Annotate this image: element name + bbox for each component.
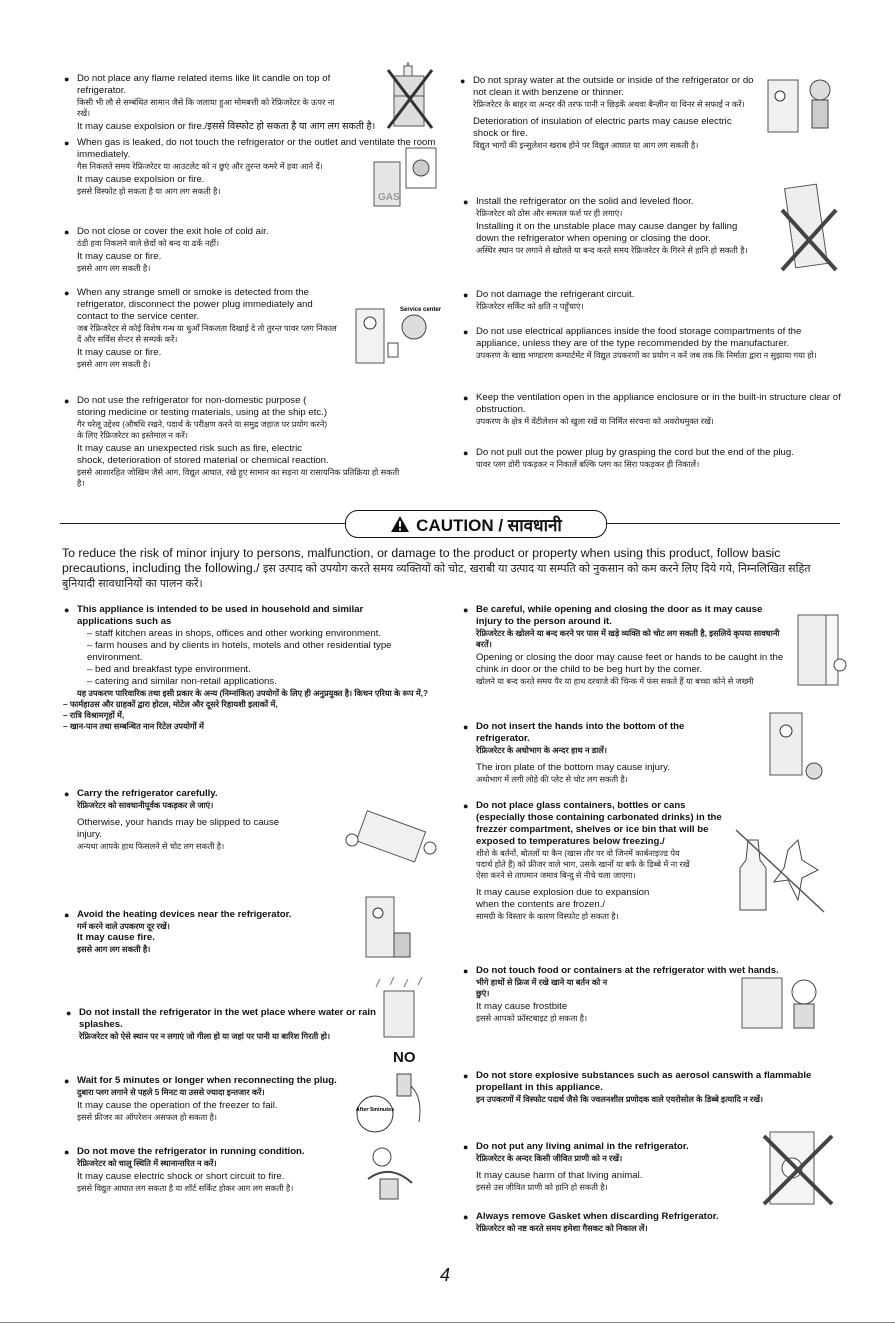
bullet-icon: ● (64, 138, 70, 148)
warning-item-non-domestic: ● Do not use the refrigerator for non-domestic purpose ( storing medicine or testing materials, using at the ship etc.) गैर घरेलू उद्देश्य (औषधि रखने, पदार्थ के परीक्षण करने या समुद्र जहाज पर प्रयोग करने) के लिए रेफ्रिजरेटर का इस्तेमाल न करें। It may cause an unexpected risk such as fire, electric shock, deterioration of stored material or chemical reaction. इससे आशारहित जोखिम जैसे आग, विद्युत आघात, रखे हुए सामान का सड़ना या रासायनिक प्रतिक्रिया हो सकती है। (64, 395, 400, 488)
warning-item-gas-leak: ● When gas is leaked, do not touch the refrigerator or the outlet and ventilate the room immediately. गैस निकलते समय रेफ्रिजरेटर या आउटलेट को न छुएं और तुरन्त कमरे में हवा आने दें। It may cause expolsion or fire. इससे विस्फोट हो सकता है या आग लग सकती है। (64, 137, 436, 196)
caution-item-living-animal: ● Do not put any living animal in the refrigerator. रेफ्रिजरेटर के अन्दर किसी जीवित प्राणी को न रखें। It may cause harm of that living animal. इससे उस जीवित प्राणी को हानि हो सकती है। (463, 1141, 689, 1192)
warning-item-power-plug: ● Do not pull out the power plug by grasping the cord but the end of the plug. पावर प्लग डोरी पकड़कर न निकालें बल्कि प्लग का सिरा पकड़कर ही निकालें। (463, 447, 794, 469)
moving-fridge-illustration (360, 1143, 420, 1203)
animal-fridge-illustration (758, 1128, 838, 1208)
household-use-item: ● This appliance is intended to be used in household and similar applications such as – staff kitchen areas in shops, offices and other working environment. – farm houses and by clients in hotels, motels and other residential type environment. – bed and breakfast type environment. – catering and similar non-retail applications. यह उपकरण पारिवारिक तथा इसी प्रकार के अन्य (निम्नांकित) उपयोगों के लिए ही अनुप्रयुक्त है। किचन एरिया के रूप में,? – फार्महाउस और ग्राहकों द्वारा होटल, मोटेल और दूसरे रिहायशी इलाकों में, – रात्रि विश्रामगृहों में, – खान-पान तथा सम्बन्धित नान रिटेल उपयोगों में (77, 604, 437, 732)
household-hi-line: – फार्महाउस और ग्राहकों द्वारा होटल, मोटेल और दूसरे रिहायशी इलाकों में, (63, 700, 278, 709)
warning-item-spray-water: ● Do not spray water at the outside or inside of the refrigerator or do not clean it with benzene or thinner. रेफ्रिजरेटर के बाहर या अन्दर की तरफ पानी न छिड़कें अथवा बैन्ज़ीन या थिनर से सफाई न करें। Deterioration of insulation of electric parts may cause electric shock or fire. विद्युत भागों की इन्सुलेशन खराब होने पर विद्युत आघात या आग लग सकती है। (460, 75, 754, 150)
bullet-icon: ● (463, 290, 469, 300)
page-number: 4 (440, 1265, 451, 1285)
household-line: – staff kitchen areas in shops, offices and other working environment. (87, 628, 382, 639)
after-5-minutes-label: After 5minutes (355, 1107, 395, 1113)
smoke-service-illustration (352, 303, 442, 369)
bullet-icon: ● (460, 76, 466, 86)
caution-item-door: ● Be careful, while opening and closing the door as it may cause injury to the person around it. रेफ्रिजरेटर के खोलने या बन्द करने पर पास में खड़े व्यक्ति को चोट लग सकती है, इसलिये कृपया सावधानी बरतें। Opening or closing the door may cause feet or hands to be caught in the chink in door or the child to be beg hurt by the comer. खोलने या बन्द करते समय पैर या हाथ दरवाजे की चिन्क में फंस सकते हैं या बच्चा कोने से जख्मी (463, 604, 784, 686)
heater-illustration (352, 893, 414, 963)
wet-hands-illustration (732, 962, 832, 1032)
bottom-plate-illustration (750, 705, 830, 785)
no-label: NO (393, 1049, 416, 1066)
warning-triangle-icon (390, 515, 410, 533)
gas-leak-illustration (370, 142, 440, 212)
bullet-icon: ● (463, 393, 469, 403)
bullet-icon: ● (64, 605, 70, 615)
household-hi-line: – रात्रि विश्रामगृहों में, (63, 711, 125, 720)
door-injury-illustration (790, 605, 850, 695)
broken-bottle-illustration (728, 820, 828, 915)
bullet-icon: ● (463, 605, 469, 615)
warning-item-refrigerant: ● Do not damage the refrigerant circuit. रेफ्रिजरेटर सर्किट को क्षति न पहुँचाएं। (463, 289, 635, 311)
household-hi-line: यह उपकरण पारिवारिक तथा इसी प्रकार के अन्य (निम्नांकित) उपयोगों के लिए ही अनुप्रयुक्त है। किचन एरिया के रूप में,? (77, 689, 429, 698)
caution-item-wait-5-minutes: ● Wait for 5 minutes or longer when reconnecting the plug. दुबारा प्लग लगाने से पहले 5 मिनट या उससे ज्यादा इन्तजार करें। It may cause the operation of the freezer to fail. इससे फ्रीजर का ऑपरेशन असफल हो सकता है। (64, 1075, 337, 1122)
bullet-icon: ● (64, 396, 70, 406)
bullet-icon: ● (463, 327, 469, 337)
bottom-rule (0, 1322, 895, 1323)
household-line: – farm houses and by clients in hotels, motels and other residential type environment. (87, 640, 392, 663)
bullet-icon: ● (463, 1212, 469, 1222)
carry-fridge-illustration (340, 800, 440, 880)
spray-water-illustration (760, 72, 840, 138)
bullet-icon: ● (64, 74, 70, 84)
intro-en: To reduce the risk of minor injury to persons, malfunction, or damage to the product or property when using this product, follow basic precautions, including the following./ (62, 546, 781, 575)
bullet-icon: ● (64, 227, 70, 237)
warning-item-cold-air-hole: ● Do not close or cover the exit hole of cold air. ठंडी हवा निकलने वाले छेदों को बन्द या ढकें नहीं। It may cause or fire. इससे आग लग सकती है। (64, 226, 269, 273)
service-center-label: Service center (400, 307, 442, 313)
falling-fridge-illustration (778, 180, 840, 275)
caution-item-wet-place: ● Do not install the refrigerator in the wet place where water or rain splashes. रेफ्रिजरेटर को ऐसे स्थान पर न लगाएं जो गीला हो या जहां पर पानी या बारिश गिरती हो। (66, 1007, 376, 1041)
rain-fridge-illustration (370, 975, 430, 1041)
warning-item-strange-smell: ● When any strange smell or smoke is detected from the refrigerator, disconnect the power plug immediately and contact to the service center. जब रेफ्रिजरेटर से कोई विशेष गन्ध या धुआँ निकलता दिखाई दे तो तुरन्त पावर प्लग निकाल दें और सर्विस सेन्टर से सम्पर्क करें। It may cause or fire. इससे आग लग सकती है। (64, 287, 337, 369)
candle-fridge-illustration (380, 62, 440, 132)
caution-item-wet-hands: ● Do not touch food or containers at the refrigerator with wet hands. भीगे हाथों से फ्रिज में रखे खाने या बर्तन को न छुएं। It may cause frostbite इससे आपको फ्रॉस्टबाइट हो सकता है। (463, 965, 779, 1023)
bullet-icon: ● (463, 197, 469, 207)
caution-item-gasket: ● Always remove Gasket when discarding Refrigerator. रेफ्रिजरेटर को नष्ट करते समय हमेशा गैसकट को निकाल लें। (463, 1211, 719, 1233)
warning-item-electrical-appliances: ● Do not use electrical appliances inside the food storage compartments of the appliance, unless they are of the type recommended by the manufacturer. उपकरण के खाद्य भण्डारण कम्पार्टमेंट में विद्युत उपकरणों का प्रयोग न करें जब तक कि निर्माता द्वारा न सुझाया गया हो। (463, 326, 817, 360)
bullet-icon: ● (463, 1071, 469, 1081)
caution-banner (60, 510, 840, 538)
caution-item-explosive: ● Do not store explosive substances such as aerosol canswith a flammable propellant in this appliance. इन उपकरणों में विस्फोट पदार्थ जैसे कि ज्वलनशील प्रणोदक वाले एयरोसोल के डिब्बे इत्यादि न रखें। (463, 1070, 812, 1104)
caution-item-glass-containers: ● Do not place glass containers, bottles or cans (especially those containing carbonated drinks) in the frezzer compartment, shelves or ice bin that will be exposed to temperatures below freezing./ शीशे के बर्तनों, बोतलों या कैन (खास तौर पर वो जिनमें कार्बनाइज्ड पेय पदार्थ होते हैं) को फ्रीजर वाले भाग, उसके खानों या बर्फ के डिब्बे में ना रखें ऐसा करने से तापमान जमाव बिन्दु से नीचे चला जाएगा। It may cause explosion due to expansion when the contents are frozen./ सामग्री के विस्तार के कारण विस्फोट हो सकता है। (463, 800, 722, 921)
household-hi-line: – खान-पान तथा सम्बन्धित नान रिटेल उपयोगों में (63, 722, 204, 731)
caution-title: CAUTION / सावधानी (416, 515, 562, 535)
bullet-icon: ● (463, 722, 469, 732)
caution-item-running: ● Do not move the refrigerator in running condition. रेफ्रिजरेटर को चालू स्थिति में स्थानान्तरित न करें। It may cause electric shock or short circuit to fire. इससे विद्युत आघात लग सकता है या शॉर्ट सर्किट होकर आग लग सकती है। (64, 1146, 305, 1193)
bullet-icon: ● (463, 448, 469, 458)
warning-item-ventilation: ● Keep the ventilation open in the appliance enclosure or in the built-in structure clear of obstruction. उपकरण के क्षेत्र में वेंटीलेशन को खुला रखें या निर्मित संरचना को अवरोधमुक्त रखें। (463, 392, 841, 426)
caution-intro (62, 546, 837, 591)
plug-timer-illustration (353, 1068, 433, 1138)
bullet-icon: ● (64, 910, 70, 920)
warning-item-level-floor: ● Install the refrigerator on the solid and leveled floor. रेफ्रिजरेटर को ठोस और समतल फर्श पर ही लगाएं। Installing it on the unstable place may cause danger by falling down the refrigerator when opening or closing the door. अस्थिर स्थान पर लगाने से खोलते या बन्द करते समय रेफ्रिजरेटर के गिरने से हानि हो सकती है। (463, 196, 748, 255)
caution-item-heating: ● Avoid the heating devices near the refrigerator. गर्म करने वाले उपकरण दूर रखें। It may cause fire. इससे आग लग सकती है। (64, 909, 292, 954)
bullet-icon: ● (64, 1076, 70, 1086)
household-line: – catering and similar non-retail applications. (87, 676, 277, 687)
intro-hi: इस उत्पाद को उपयोग करते समय व्यक्तियों को चोट, खराबी या उत्पाद या सम्पति को नुकसान को कम करने लिए दिये गये, निम्नलिखित सहित बुनियादी सावधानियों का पालन करें। (62, 563, 811, 590)
gas-label: GAS (378, 192, 400, 203)
bullet-icon: ● (463, 801, 469, 811)
bullet-icon: ● (64, 789, 70, 799)
household-line: – bed and breakfast type environment. (87, 664, 251, 675)
bullet-icon: ● (64, 288, 70, 298)
bullet-icon: ● (463, 966, 469, 976)
caution-item-bottom-hands: ● Do not insert the hands into the bottom of the refrigerator. रेफ्रिजरेटर के अधोभाग के अन्दर हाथ न डालें। The iron plate of the bottom may cause injury. अधोभाग में लगी लोहे की प्लेट से चोट लग सकती है। (463, 721, 685, 784)
caution-title-box (345, 510, 607, 538)
bullet-icon: ● (66, 1008, 72, 1018)
warning-item-flame: ● Do not place any flame related items like lit candle on top of refrigerator. किसी भी लौ से सम्बंधित सामान जैसे कि जलाया हुआ मोमबत्ती को रेफ्रिजरेटर के ऊपर ना रखें। It may cause expolsion or fire./इससे विस्फोट हो सकता है या आग लग सकती है। (64, 73, 376, 132)
caution-item-carry: ● Carry the refrigerator carefully. रेफ्रिजरेटर को सावधानीपूर्वक पकड़कर ले जाएं। Otherwise, your hands may be slipped to cause injury. अन्यथा आपके हाथ फिसलने से चोट लग सकती है। (64, 788, 280, 851)
bullet-icon: ● (463, 1142, 469, 1152)
bullet-icon: ● (64, 1147, 70, 1157)
